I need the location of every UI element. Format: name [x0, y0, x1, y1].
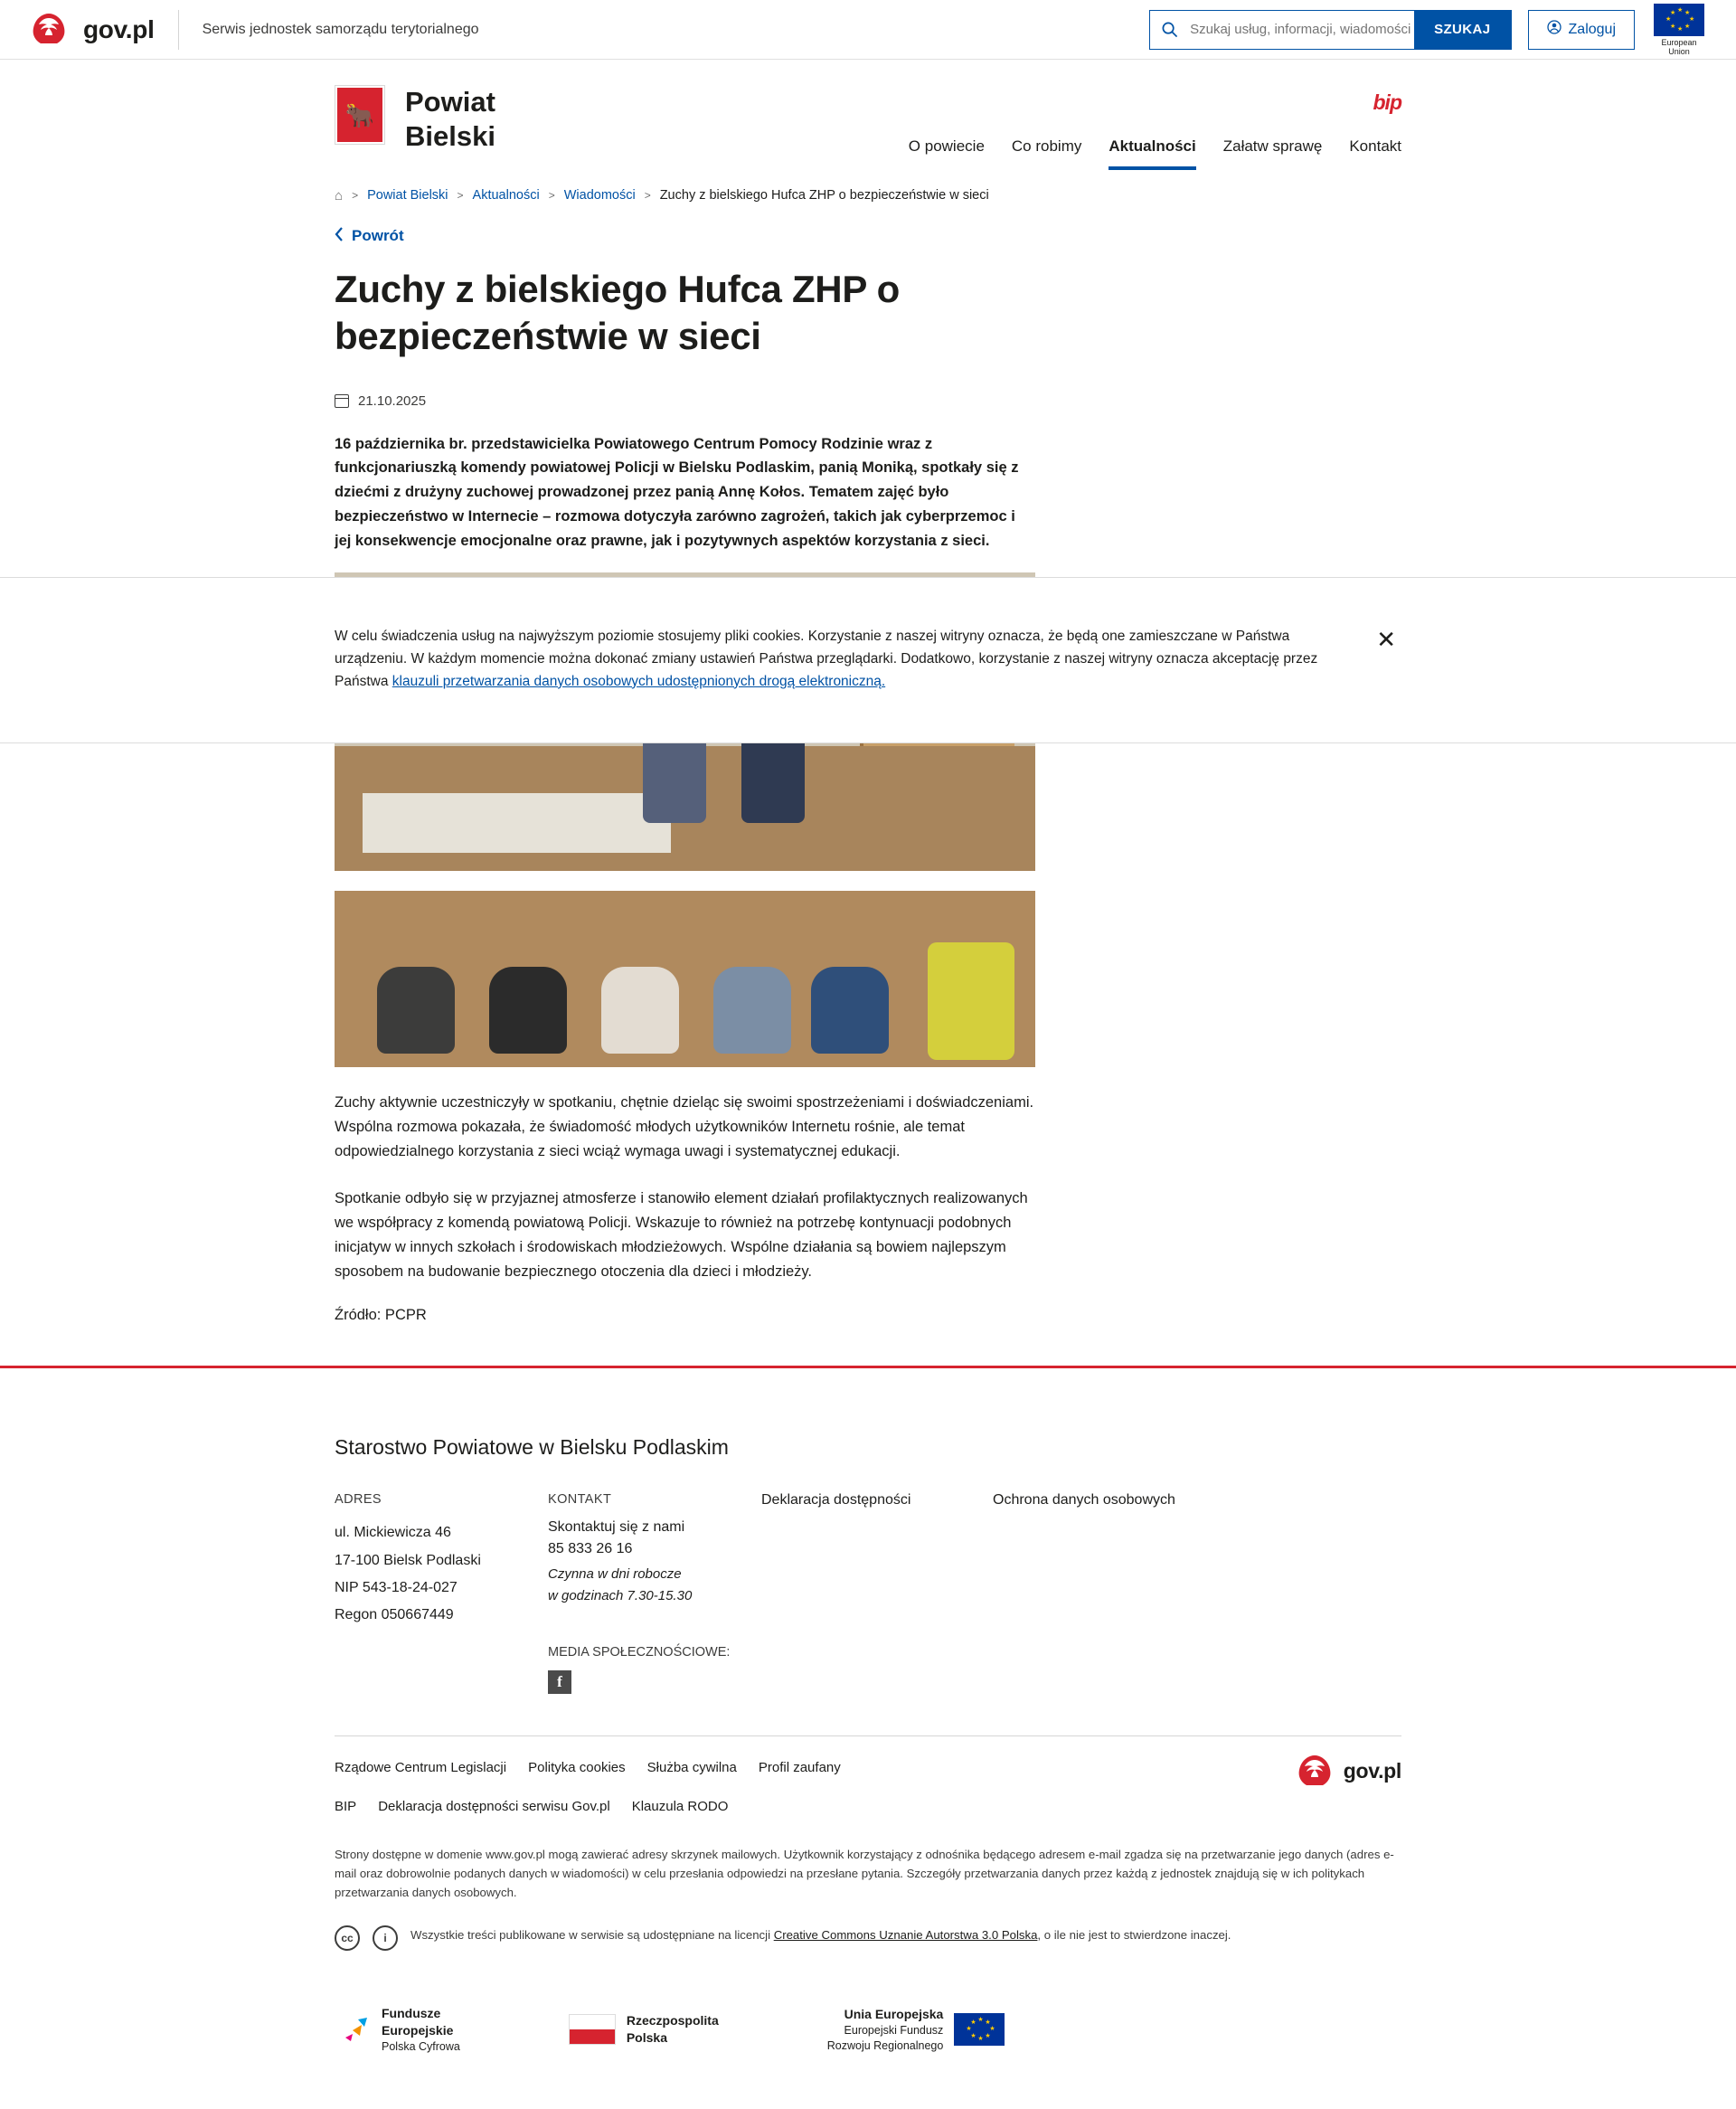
rp-caption [627, 2012, 719, 2047]
breadcrumb-separator: > [548, 189, 555, 203]
eu-funding-logos [335, 2005, 1401, 2055]
footer-address-column [335, 1492, 548, 1693]
breadcrumb-current: Zuchy z bielskiego Hufca ZHP o bezpieczeństwie w sieci [659, 188, 989, 203]
user-icon [1547, 20, 1561, 39]
page-root [0, 60, 1736, 2109]
publication-date [335, 393, 1035, 409]
gov-top-bar [0, 0, 1736, 60]
back-link-label: Powrót [352, 227, 404, 245]
breadcrumb-item-aktualnosci[interactable]: Aktualności [472, 188, 540, 203]
footer-link-klauzula-rodo[interactable]: Klauzula RODO [631, 1798, 729, 1814]
footer-link-rcl[interactable]: Rządowe Centrum Legislacji [335, 1759, 507, 1775]
cookie-policy-link[interactable]: klauzuli przetwarzania danych osobowych udostępnionych drogą elektroniczną. [392, 673, 886, 689]
footer-link-bip[interactable]: BIP [335, 1798, 357, 1814]
footer-privacy-column [993, 1492, 1264, 1693]
nav-item-aktualnosci[interactable]: Aktualności [1109, 137, 1195, 170]
footer-address-regon: Regon 050667449 [335, 1607, 454, 1623]
eu-flag-icon: ★ ★ ★ ★ ★ ★ ★ ★ [1654, 4, 1704, 36]
gov-brand[interactable] [29, 11, 155, 49]
cc-license-link[interactable]: Creative Commons Uznanie Autorstwa 3.0 Polska [773, 1928, 1038, 1943]
footer-divider [0, 1366, 1736, 1368]
publication-date-value: 21.10.2025 [358, 392, 427, 409]
search-input[interactable] [1188, 12, 1414, 48]
calendar-icon [335, 394, 349, 408]
european-union-flag [1651, 4, 1707, 56]
cc-text-after: , o ile nie jest to stwierdzone inaczej. [1037, 1928, 1231, 1943]
site-footer [0, 1435, 1736, 2108]
breadcrumb [335, 188, 1401, 203]
facebook-icon[interactable]: f [548, 1670, 571, 1694]
footer-govpl-wordmark: gov.pl [1343, 1759, 1401, 1783]
footer-hours-line-2: w godzinach 7.30-15.30 [548, 1587, 693, 1603]
breadcrumb-separator: > [457, 189, 464, 203]
footer-address-city: 17-100 Bielsk Podlaski [335, 1552, 481, 1568]
main-navigation [909, 137, 1401, 170]
article [335, 227, 1035, 1325]
cc-text-before: Wszystkie treści publikowane w serwisie są udostępniane na licencji [410, 1928, 771, 1943]
gov-bar-actions [1149, 4, 1707, 56]
attribution-icon: i [373, 1925, 398, 1951]
cookie-text-body: W celu świadczenia usług na najwyższym poziomie stosujemy pliki cookies. Korzystanie z naszej witryny oznacza, że będą one zamieszczane w Państwa urządzeniu. W każdym momencie można dokonać zmiany ustawień Państwa przeglądarki. Dodatkowo, korzystanie z naszej witryny oznacza akceptację przez Państwa [335, 628, 1318, 689]
footer-social-heading: MEDIA SPOŁECZNOŚCIOWE: [548, 1644, 731, 1660]
login-button[interactable] [1528, 10, 1635, 50]
article-lead: 16 października br. przedstawicielka Powiatowego Centrum Pomocy Rodzinie wraz z funkcjonariuszką komendy powiatowej Policji w Bielsku Podlaskim, panią Moniką, spotkały się z dziećmi z drużyny zuchowej prowadzonej przez panią Annę Kołos. Tematem zajęć było bezpieczeństwo w Internecie – rozmowa dotyczyła zarówno zagrożeń, takich jak cyberprzemoc i jej konsekwencje emocjonalne oraz prawne, jak i pozytywnych aspektów korzystania z sieci. [335, 435, 1019, 549]
fe-line-3: Polska Cyfrowa [382, 2039, 460, 2053]
gov-tagline: Serwis jednostek samorządu terytorialnego [202, 21, 479, 37]
ue-line-2: Europejski Fundusz [844, 2023, 944, 2037]
creative-commons-notice [335, 1925, 1401, 1951]
footer-links-row-2 [335, 1799, 1401, 1814]
breadcrumb-item-wiadomosci[interactable]: Wiadomości [563, 188, 636, 203]
nav-item-kontakt[interactable]: Kontakt [1349, 137, 1401, 155]
article-source: Źródło: PCPR [335, 1307, 427, 1324]
footer-contact-column [548, 1492, 761, 1693]
fundusze-europejskie-logo [340, 2005, 460, 2055]
cookie-banner-text [335, 625, 1347, 693]
footer-contact-link[interactable]: Skontaktuj się z nami [548, 1519, 685, 1536]
site-title-line-2: Bielski [405, 119, 495, 152]
cookie-banner [0, 577, 1736, 743]
polish-eagle-icon [1295, 1753, 1335, 1791]
footer-contact-phone: 85 833 26 16 [548, 1541, 633, 1557]
rzeczpospolita-polska-logo [569, 2012, 719, 2047]
footer-columns [335, 1492, 1401, 1693]
footer-address-nip: NIP 543-18-24-027 [335, 1580, 458, 1596]
login-button-label: Zaloguj [1568, 21, 1616, 37]
rp-line-2: Polska [626, 2030, 667, 2046]
footer-link-sluzba-cywilna[interactable]: Służba cywilna [646, 1759, 737, 1775]
nav-item-zalatw-sprawe[interactable]: Załatw sprawę [1222, 137, 1323, 155]
home-icon[interactable]: ⌂ [335, 187, 344, 203]
bip-logo[interactable]: bip [1373, 90, 1401, 114]
footer-link-deklaracja-dostepnosci-gov[interactable]: Deklaracja dostępności serwisu Gov.pl [378, 1798, 610, 1814]
site-title[interactable] [405, 85, 495, 154]
ue-caption [827, 2006, 944, 2054]
fe-line-1: Fundusze [382, 2006, 441, 2021]
chevron-left-icon [335, 227, 344, 246]
ue-line-3: Rozwoju Regionalnego [826, 2038, 944, 2052]
fe-line-2: Europejskie [382, 2022, 454, 2038]
fundusze-europejskie-icon [340, 2014, 371, 2045]
footer-link-polityka-cookies[interactable]: Polityka cookies [528, 1759, 626, 1775]
breadcrumb-separator: > [644, 189, 651, 203]
polish-eagle-icon [29, 11, 69, 49]
close-icon[interactable]: ✕ [1371, 627, 1401, 652]
eu-flag-caption: European Union [1661, 37, 1697, 56]
footer-horizontal-rule [335, 1735, 1401, 1736]
powiat-bielski-crest-icon: 🐂 [335, 85, 385, 145]
creative-commons-text [410, 1925, 1231, 1944]
breadcrumb-separator: > [352, 189, 359, 203]
footer-privacy-link[interactable]: Ochrona danych osobowych [993, 1492, 1175, 1508]
footer-contact-heading: KONTAKT [548, 1492, 612, 1508]
article-paragraph-1: Zuchy aktywnie uczestniczyły w spotkaniu, chętnie dzieląc się swoimi spostrzeżeniami i doświadczeniami. Wspólna rozmowa pokazała, że świadomość młodych użytkowników Internetu rośnie, ale temat odpowiedzialnego korzystania z sieci wciąż wymaga uwagi i systematycznej edukacji. [335, 1094, 1034, 1159]
fundusze-europejskie-caption [382, 2005, 460, 2055]
footer-links-row-1 [335, 1759, 1401, 1783]
nav-item-co-robimy[interactable]: Co robimy [1011, 137, 1082, 155]
nav-item-o-powiecie[interactable]: O powiecie [908, 137, 985, 155]
creative-commons-icon: cc [335, 1925, 360, 1951]
back-link[interactable] [335, 227, 1035, 246]
footer-hours-line-1: Czynna w dni robocze [548, 1565, 682, 1582]
footer-accessibility-column [761, 1492, 993, 1693]
divider [178, 10, 179, 50]
article-photo-children [335, 891, 1035, 1067]
footer-legal-text: Strony dostępne w domenie www.gov.pl mogą zawierać adresy skrzynek mailowych. Użytkownik korzystający z odnośnika będącego adresem e-mail zgadza się na przetwarzanie jego danych (adres e-mail oraz dobrowolnie podanych danych w wiadomości) w celu przesłania odpowiedzi na przesłane pytania. Szczegóły przetwarzania danych przez każdą z jednostek znajdują się w ich politykach przetwarzania danych osobowych. [335, 1847, 1394, 1899]
search-submit-button[interactable]: SZUKAJ [1414, 10, 1510, 50]
page-title: Zuchy z bielskiego Hufca ZHP o bezpieczeństwie w sieci [335, 267, 901, 358]
footer-accessibility-link[interactable]: Deklaracja dostępności [761, 1492, 911, 1508]
site-header [335, 60, 1401, 154]
search-icon [1150, 11, 1188, 49]
ue-line-1: Unia Europejska [844, 2007, 944, 2022]
unia-europejska-logo [827, 2006, 1005, 2054]
footer-govpl-logo[interactable] [1295, 1753, 1401, 1791]
footer-link-profil-zaufany[interactable]: Profil zaufany [758, 1759, 841, 1775]
footer-address-street: ul. Mickiewicza 46 [335, 1525, 451, 1541]
eu-flag-icon: ★ ★ ★ ★ ★ ★ ★ ★ [954, 2013, 1005, 2046]
breadcrumb-item-powiat-bielski[interactable]: Powiat Bielski [367, 188, 448, 203]
search-box[interactable] [1149, 10, 1511, 50]
govpl-wordmark: gov.pl [83, 14, 155, 43]
footer-address-heading: ADRES [335, 1492, 382, 1508]
polish-flag-icon [569, 2014, 616, 2045]
site-title-line-1: Powiat [405, 86, 495, 118]
footer-org-title: Starostwo Powiatowe w Bielsku Podlaskim [335, 1435, 729, 1460]
article-paragraph-2: Spotkanie odbyło się w przyjaznej atmosferze i stanowiło element działań profilaktycznych realizowanych we współpracy z komendą powiatową Policji. Wskazuje to również na potrzebę kontynuacji podobnych inicjatyw w innych szkołach i środowiskach młodzieżowych. Wspólne działania są bowiem najlepszym sposobem na budowanie bezpiecznego otoczenia dla dzieci i młodzieży. [335, 1190, 1028, 1280]
rp-line-1: Rzeczpospolita [626, 2013, 719, 2029]
